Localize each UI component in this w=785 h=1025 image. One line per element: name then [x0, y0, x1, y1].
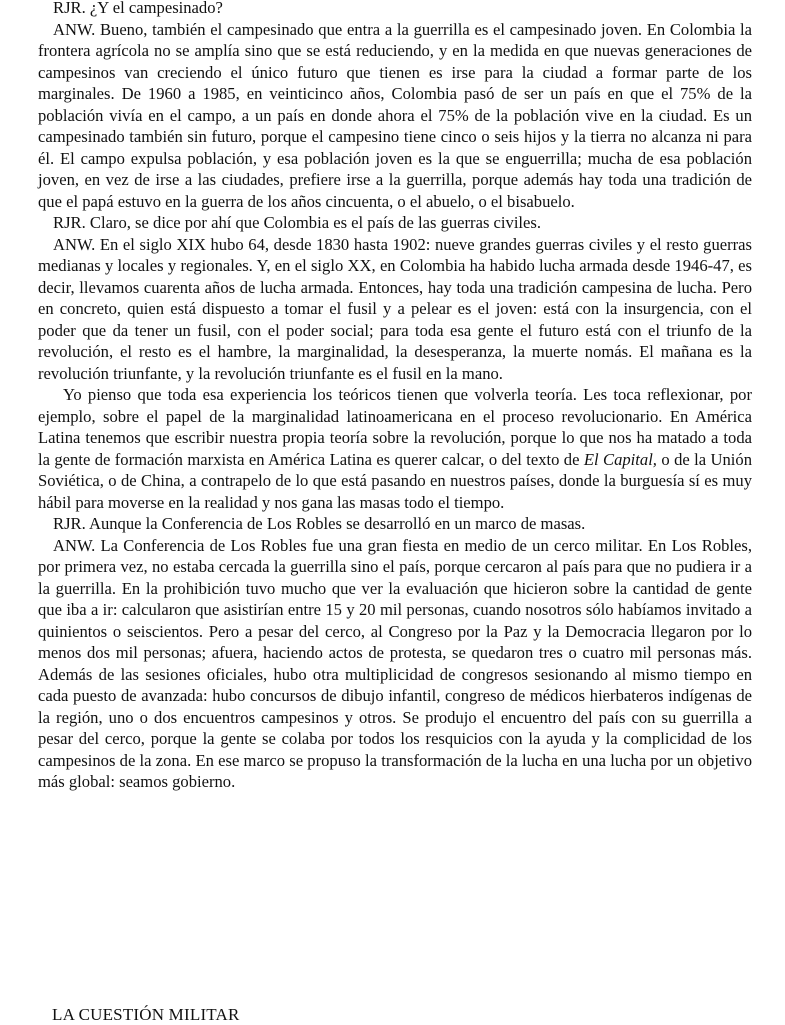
paragraph-anw-siglo-xix: ANW. En el siglo XIX hubo 64, desde 1830 hasta 1902: nueve grandes guerras civiles y el resto guerras medianas y locales y regionales. Y, en el siglo XX, en Colombia ha habido lucha armada desde 1946-47, es decir, llevamos cuarenta años de lucha armada. Entonces, hay toda una tradición campesina de lucha. Pero en concreto, quien está dispuesto a tomar el fusil y a pelear es el joven: está con la insurgencia, con el poder que da tener un fusil, con el poder social; para toda esa gente el futuro está con el triunfo de la revolución, el resto es el hambre, la marginalidad, la desesperanza, la muerte nomás. El mañana es la revolución triunfante, y la revolución triunfante es el fusil en la mano. [38, 234, 752, 383]
document-body [38, 0, 752, 793]
paragraph-anw-los-robles: ANW. La Conferencia de Los Robles fue una gran fiesta en medio de un cerco militar. En Los Robles, por primera vez, no estaba cercada la guerrilla sino el país, porque cercaron al país para que no pudiera ir a la guerrilla. En la prohibición tuvo mucho que ver la evaluación que hicieron sobre la cantidad de gente que iba a ir: calcularon que asistirían entre 15 y 20 mil personas, cuando nosotros sólo habíamos invitado a quinientos o seiscientos. Pero a pesar del cerco, al Congreso por la Paz y la Democracia llegaron por lo menos dos mil personas; afuera, haciendo actos de protesta, se quedaron tres o cuatro mil personas más. Además de las sesiones oficiales, hubo otra multiplicidad de congresos sesionando al mismo tiempo en cada puesto de avanzada: hubo concursos de dibujo infantil, congreso de médicos hierbateros indígenas de la región, uno o dos encuentros campesinos y otros. Se produjo el encuentro del país con su guerrilla a pesar del cerco, porque la gente se colaba por todos los resquicios con la ayuda y la complicidad de los campesinos de la zona. En ese marco se propuso la transformación de la lucha en una lucha por un objetivo más global: seamos gobierno. [38, 535, 752, 791]
paragraph-rjr-los-robles: RJR. Aunque la Conferencia de Los Robles se desarrolló en un marco de masas. [53, 514, 586, 533]
paragraph-teoria-part-2: o de la Unión Soviética, o de China, a contrapelo de lo que está pasando en nuestros países, donde la burguesía sí es muy hábil para moverse en la realidad y nos gana las masas todo el tiempo. [38, 449, 752, 512]
book-title-el-capital: El Capital, [583, 449, 657, 469]
paragraph-anw-campesinado: ANW. Bueno, también el campesinado que entra a la guerrilla es el campesinado joven. En Colombia la frontera agrícola no se amplía sino que se está reduciendo, y en la medida en que nuevas generaciones de campesinos van creciendo el único futuro que tienen es irse para la ciudad a formar parte de los marginales. De 1960 a 1985, en veinticinco años, Colombia pasó de ser un país en que el 75% de la población vivía en el campo, a un país en donde ahora el 75% de la población vive en la ciudad. Es un campesinado también sin futuro, porque el campesino tiene cinco o seis hijos y la tierra no alcanza ni para él. El campo expulsa población, y esa población joven es la que se enguerrilla; mucha de esa población joven, en vez de irse a las ciudades, prefiere irse a la guerrilla, porque además hay toda una tradición de que el papá estuvo en la guerra de los años cincuenta, o el abuelo, o el bisabuelo. [38, 19, 752, 211]
section-title: LA CUESTIÓN MILITAR [52, 1005, 240, 1024]
paragraph-teoria [38, 384, 752, 513]
paragraph-rjr-campesinado: RJR. ¿Y el campesinado? [53, 0, 223, 17]
paragraph-rjr-guerras-civiles: RJR. Claro, se dice por ahí que Colombia es el país de las guerras civiles. [53, 213, 542, 232]
paragraph-teoria-part-1: Yo pienso que toda esa experiencia los teóricos tienen que volverla teoría. Les toca reflexionar, por ejemplo, sobre el papel de la marginalidad latinoamericana en el proceso revolucionario. En América Latina tenemos que escribir nuestra propia teoría sobre la revolución, porque lo que nos ha matado a toda la gente de formación marxista en América Latina es querer calcar, o del texto de [38, 385, 752, 469]
